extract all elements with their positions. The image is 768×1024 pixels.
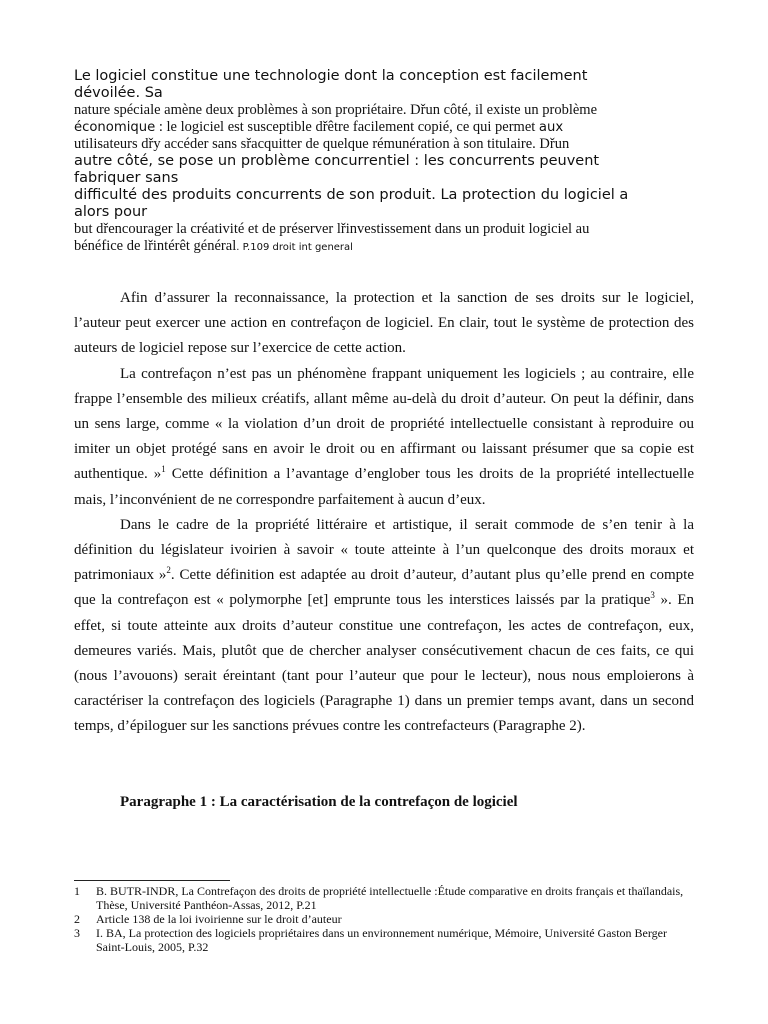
quote-fragment: économique xyxy=(74,120,156,135)
footnote-number: 2 xyxy=(74,912,80,926)
section-heading: Paragraphe 1 : La caractérisation de la contrefaçon de logiciel xyxy=(120,794,518,810)
footnote-ref[interactable]: 3 xyxy=(650,590,655,601)
quote-line: fabriquer sans xyxy=(74,170,179,186)
quote-fragment: bénéfice de lřintérêt général xyxy=(74,238,237,254)
footnotes xyxy=(74,884,694,954)
paragraph xyxy=(74,513,694,740)
footnote-ref[interactable]: 2 xyxy=(166,565,171,576)
quote-line: alors pour xyxy=(74,204,148,220)
footnote xyxy=(74,926,694,954)
quote-fragment: aux xyxy=(538,120,564,135)
paragraph-text: ». En effet, si toute atteinte aux droits d’auteur constitue une contrefaçon, les actes de contrefaçon, eux, demeures variés. Mais, plutôt que de chercher analyser consécutivement chacun de ces faits, ce qui (nous l’avouons) serait éreintant (tant pour l’auteur que pour le lecteur), nous nous emploierons à caractériser la contrefaçon des logiciels (Paragraphe 1) dans un premier temps avant, dans un second temps, d’épiloguer sur les sanctions prévues contre les contrefacteurs (Paragraphe 2). xyxy=(74,592,694,735)
footnote xyxy=(74,884,694,912)
quote-line: Le logiciel constitue une technologie dont la conception est facilement xyxy=(74,68,588,84)
footnote-number: 1 xyxy=(74,884,80,898)
body-text xyxy=(74,286,694,740)
footnote-number: 3 xyxy=(74,926,80,940)
quote-line: but dřencourager la créativité et de préserver lřinvestissement dans un produit logiciel au xyxy=(74,221,590,237)
paragraph-text: . Cette définition est adaptée au droit d’auteur, d’autant plus qu’elle prend en compte que la contrefaçon est « polymorphe [et] emprunte tous les interstices laissés par la pratique xyxy=(74,567,694,609)
footnote-text: B. BUTR-INDR, La Contrefaçon des droits de propriété intellectuelle :Étude comparative en droits français et thaïlandais, Thèse, Université Panthéon-Assas, 2012, P.21 xyxy=(96,884,684,912)
footnote-ref[interactable]: 1 xyxy=(161,464,166,475)
quote-line: nature spéciale amène deux problèmes à son propriétaire. Dřun côté, il existe un problème xyxy=(74,102,598,118)
footnote xyxy=(74,912,694,926)
quote-reference: . P.109 droit int general xyxy=(236,242,353,253)
footnote-text: I. BA, La protection des logiciels propriétaires dans un environnement numérique, Mémoire, Université Gaston Berger Saint-Louis, 2005, P.32 xyxy=(96,926,667,954)
footnote-text: Article 138 de la loi ivoirienne sur le droit d’auteur xyxy=(96,912,342,926)
quote-line: utilisateurs dřy accéder sans sřacquitter de quelque rémunération à son titulaire. Dřun xyxy=(74,136,570,152)
quote-line: autre côté, se pose un problème concurrentiel : les concurrents peuvent xyxy=(74,153,600,169)
paragraph-text: La contrefaçon n’est pas un phénomène frappant uniquement les logiciels ; au contraire, elle frappe l’ensemble des milieux créatifs, allant même au-delà du droit d’auteur. On peut la définir, dans un sens large, comme « la violation d’un droit de propriété intellectuelle consistant à reproduire ou imiter un objet protégé sans en avoir le droit ou en affirmant ou laissant présumer que sa copie est authentique. » xyxy=(74,365,694,483)
footnote-divider xyxy=(74,880,230,881)
quote-fragment: : le logiciel est susceptible dřêtre facilement copié, ce qui permet xyxy=(155,119,539,135)
paragraph-text: Cette définition a l’avantage d’englober tous les droits de la propriété intellectuelle mais, l’inconvénient de ne correspondre parfaitement à aucun d’eux. xyxy=(74,466,694,508)
quoted-excerpt xyxy=(74,68,694,256)
paragraph: Afin d’assurer la reconnaissance, la protection et la sanction de ses droits sur le logiciel, l’auteur peut exercer une action en contrefaçon de logiciel. En clair, tout le système de protection des auteurs de logiciel repose sur l’exercice de cette action. xyxy=(74,290,694,357)
paragraph xyxy=(74,362,694,513)
quote-line xyxy=(74,119,694,136)
paragraph-text: Dans le cadre de la propriété littéraire et artistique, il serait commode de s’en tenir à la définition du législateur ivoirien à savoir « toute atteinte à l’un quelconque des droits moraux et patrimoniaux » xyxy=(74,516,694,584)
quote-line: dévoilée. Sa xyxy=(74,85,163,101)
quote-line xyxy=(74,238,694,256)
quote-line: difficulté des produits concurrents de son produit. La protection du logiciel a xyxy=(74,187,629,203)
